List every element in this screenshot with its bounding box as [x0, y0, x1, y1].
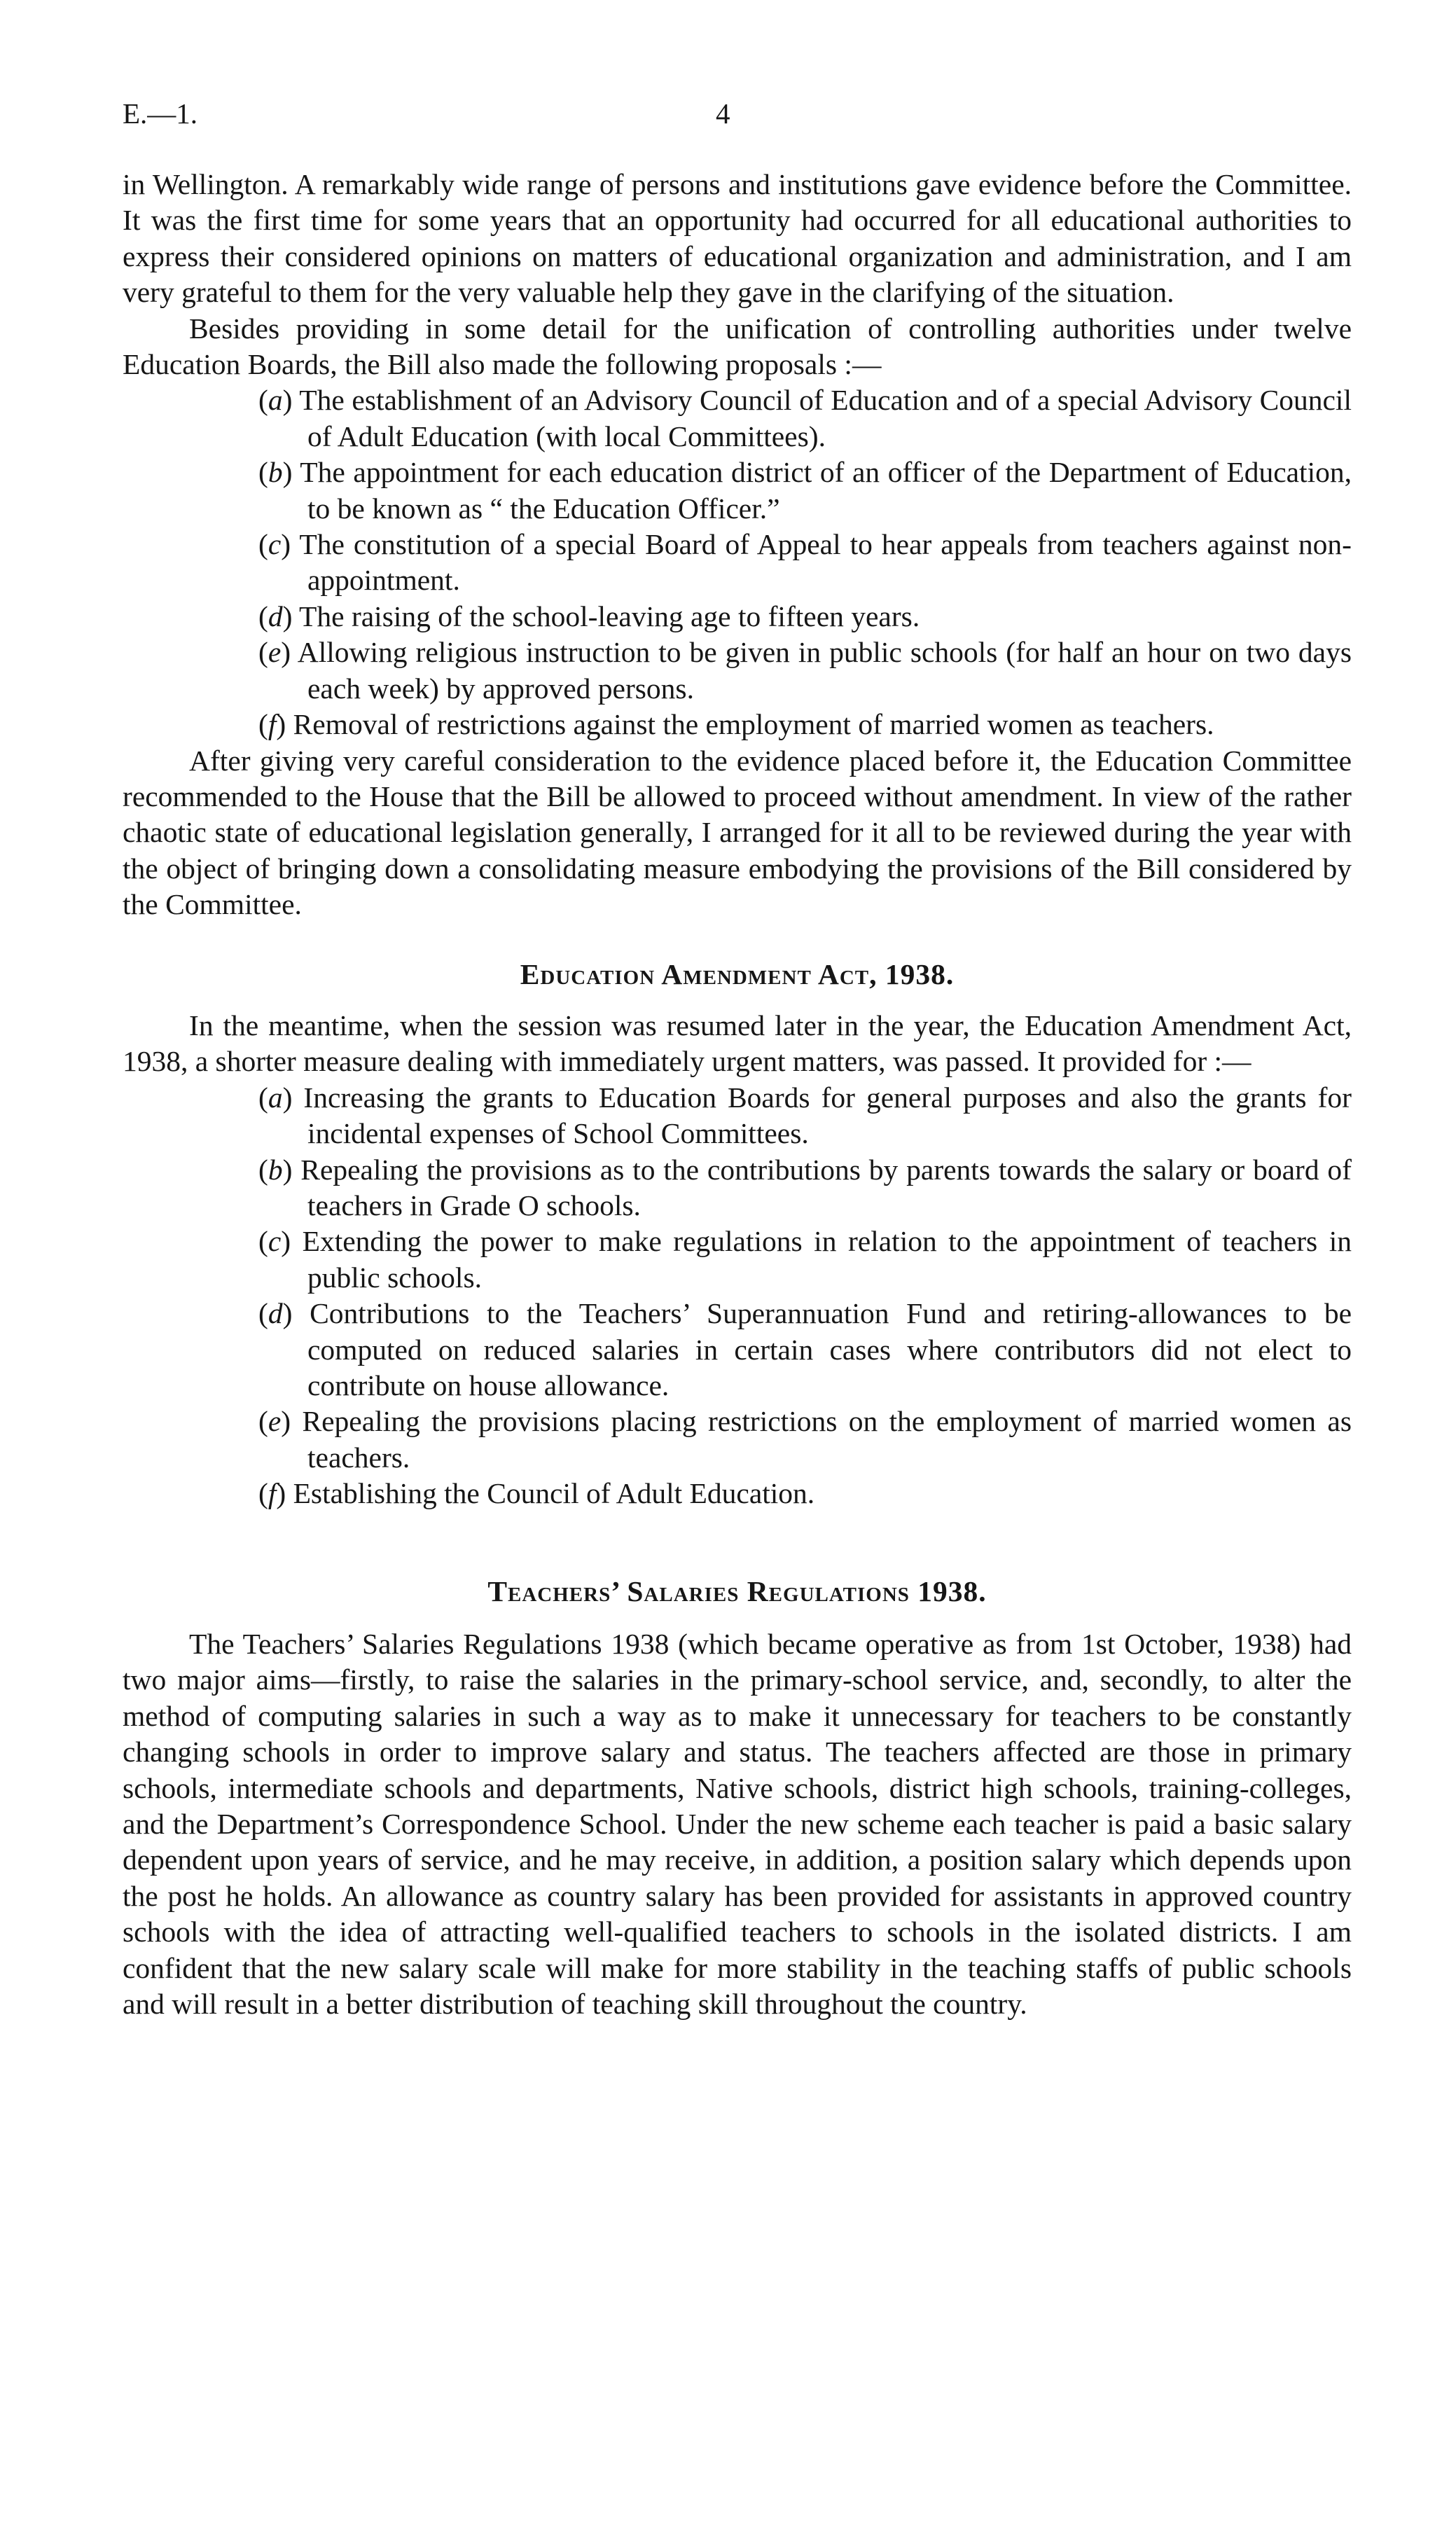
list-item-letter: a	[268, 1081, 283, 1114]
list-item-letter: d	[268, 1297, 283, 1330]
list-item-letter: c	[268, 1225, 282, 1258]
page-number: 4	[716, 97, 730, 130]
list-item: (a) The establishment of an Advisory Council of Education and of a special Advisory Council of Adult Education (with local Committees).	[258, 384, 1352, 452]
list-item: (e) Allowing religious instruction to be given in public schools (for half an hour on two days each week) by approved persons.	[258, 636, 1352, 705]
intro-paragraph-3: After giving very careful consideration to the evidence placed before it, the Education Committee recommended to the House that the Bill be allowed to proceed without amendment. In view of the rather chaotic state of educational legislation generally, I arranged for it all to be reviewed during the year with the object of bringing down a consolidating measure embodying the provisions of the Bill considered by the Committee.	[123, 744, 1352, 921]
list-item-text: Removal of restrictions against the employment of married women as teachers.	[293, 708, 1214, 741]
list-item-text: The establishment of an Advisory Council of Education and of a special Advisory Council of Adult Education (with local Committees).	[299, 384, 1352, 452]
list-item: (c) Extending the power to make regulations in relation to the appointment of teachers in public schools.	[258, 1225, 1352, 1294]
list-item-letter: e	[268, 636, 282, 669]
list-item: (e) Repealing the provisions placing restrictions on the employment of married women as teachers.	[258, 1405, 1352, 1474]
document-reference: E.—1.	[123, 97, 198, 130]
list-item-letter: a	[268, 384, 283, 417]
list-item-text: The constitution of a special Board of Appeal to hear appeals from teachers against non-appointment.	[299, 528, 1352, 597]
list-item: (f) Removal of restrictions against the employment of married women as teachers.	[258, 708, 1214, 741]
list-item-text: The appointment for each education district of an officer of the Department of Education, to be known as “ the Education Officer.”	[300, 456, 1352, 525]
list-item-text: Contributions to the Teachers’ Superannuation Fund and retiring-allowances to be computed on reduced salaries in certain cases where contributors did not elect to contribute on house allowance.	[307, 1297, 1352, 1401]
list-item-letter: b	[268, 456, 283, 489]
list-item-letter: d	[268, 600, 283, 632]
list-item-text: Repealing the provisions as to the contributions by parents towards the salary or board of teachers in Grade O schools.	[300, 1153, 1352, 1221]
list-item: (d) The raising of the school-leaving age to fifteen years.	[258, 600, 920, 632]
list-item-text: Increasing the grants to Education Boards for general purposes and also the grants for incidental expenses of School Committees.	[303, 1081, 1352, 1150]
page-header	[0, 97, 1456, 139]
list-item: (c) The constitution of a special Board of Appeal to hear appeals from teachers against non-appointment.	[258, 528, 1352, 597]
list-item-letter: f	[268, 708, 277, 741]
salaries-paragraph: The Teachers’ Salaries Regulations 1938 (which became operative as from 1st October, 1938) had two major aims—firstly, to raise the salaries in the primary-school service, and, secondly, to alter the method of computing salaries in such a way as to make it unnecessary for teachers to be constantly changing schools in order to improve salary and status. The teachers affected are those in primary schools, intermediate schools and departments, Native schools, district high schools, training-colleges, and the Department’s Correspondence School. Under the new scheme each teacher is paid a basic salary dependent upon years of service, and he may receive, in addition, a position salary which depends upon the post he holds. An allowance as country salary has been provided for assistants in approved country schools with the idea of attracting well-qualified teachers to schools in the isolated districts. I am confident that the new salary scale will make for more stability in the teaching staffs of public schools and will result in a better distribution of teaching skill throughout the country.	[123, 1628, 1352, 2021]
list-item: (a) Increasing the grants to Education Boards for general purposes and also the grants for incidental expenses of School Committees.	[258, 1081, 1352, 1150]
list-item-text: Repealing the provisions placing restrictions on the employment of married women as teachers.	[302, 1405, 1352, 1474]
amendment-act-paragraph: In the meantime, when the session was resumed later in the year, the Education Amendment Act, 1938, a shorter measure dealing with immediately urgent matters, was passed. It provided for :—	[123, 1009, 1352, 1078]
amendment-act-list	[123, 1080, 1352, 1512]
document-body	[123, 167, 1352, 2023]
list-item: (f) Establishing the Council of Adult Education.	[258, 1477, 815, 1510]
list-item: (d) Contributions to the Teachers’ Superannuation Fund and retiring-allowances to be computed on reduced salaries in certain cases where contributors did not elect to contribute on house allowance.	[258, 1297, 1352, 1401]
section-heading-salaries: Teachers’ Salaries Regulations 1938.	[487, 1574, 987, 1607]
intro-paragraph-2: Besides providing in some detail for the unification of controlling authorities under twelve Education Boards, the Bill also made the following proposals :—	[123, 312, 1352, 381]
list-item: (b) The appointment for each education district of an officer of the Department of Education, to be known as “ the Education Officer.”	[258, 456, 1352, 525]
list-item-text: Allowing religious instruction to be given in public schools (for half an hour on two days each week) by approved persons.	[297, 636, 1352, 705]
section-heading-amendment-act: Education Amendment Act, 1938.	[520, 957, 955, 990]
list-item-letter: c	[268, 528, 282, 561]
intro-paragraph-1: in Wellington. A remarkably wide range of persons and institutions gave evidence before the Committee. It was the first time for some years that an opportunity had occurred for all educational authorities to express their considered opinions on matters of educational organization and administration, and I am very grateful to them for the very valuable help they gave in the clarifying of the situation.	[123, 168, 1352, 309]
proposals-list	[123, 382, 1352, 742]
list-item-letter: e	[268, 1405, 282, 1438]
list-item-text: The raising of the school-leaving age to fifteen years.	[299, 600, 920, 632]
list-item-letter: f	[268, 1477, 277, 1510]
list-item-text: Extending the power to make regulations in relation to the appointment of teachers in public schools.	[302, 1225, 1352, 1294]
list-item-letter: b	[268, 1153, 283, 1186]
list-item: (b) Repealing the provisions as to the contributions by parents towards the salary or board of teachers in Grade O schools.	[258, 1153, 1352, 1221]
list-item-text: Establishing the Council of Adult Education.	[293, 1477, 815, 1510]
